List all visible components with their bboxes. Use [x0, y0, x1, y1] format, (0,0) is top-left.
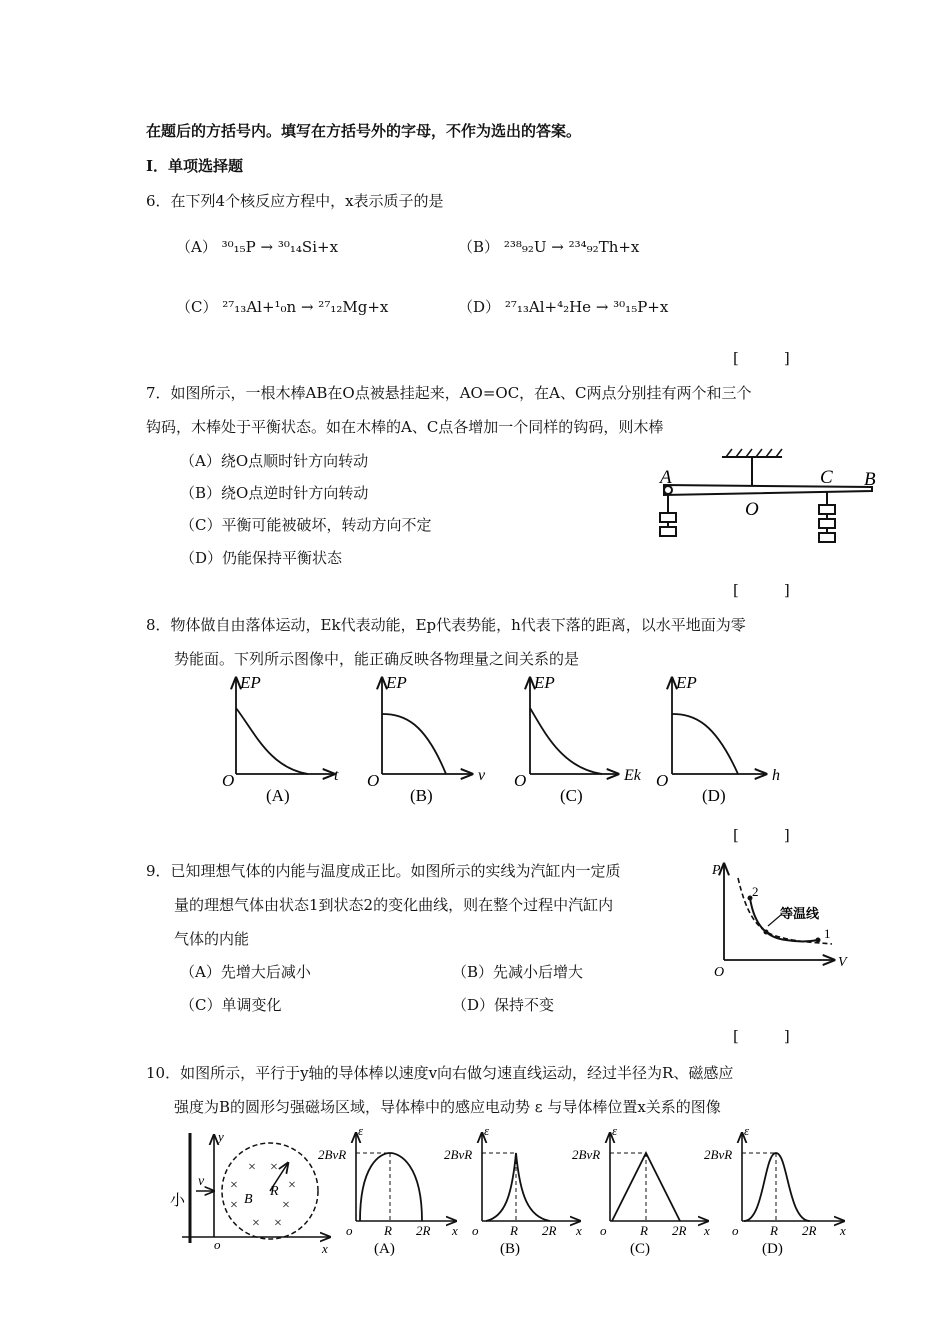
q10-v-label: v [198, 1174, 205, 1189]
svg-text:×: × [248, 1160, 256, 1175]
q10d-xlabel: x [840, 1223, 846, 1238]
q6-option-d[interactable] [458, 296, 668, 317]
q9-origin: O [714, 965, 725, 980]
q10-b-label: B [244, 1192, 253, 1207]
q9-answer-bracket[interactable]: [ ] [733, 1027, 790, 1045]
q7-option-d[interactable]: （D）仍能保持平衡状态 [180, 549, 343, 567]
q8a-label: (A) [266, 786, 290, 805]
q6-option-c[interactable] [176, 296, 388, 317]
q9-option-c[interactable]: （C）单调变化 [180, 996, 282, 1014]
q8d-ylabel: EP [676, 673, 697, 692]
q9-stem-line1: 9．已知理想气体的内能与温度成正比。如图所示的实线为汽缸内一定质 [146, 862, 621, 880]
q8-answer-bracket[interactable]: [ ] [733, 826, 790, 844]
q10-graph-d[interactable] [704, 1125, 846, 1257]
q8b-origin: O [367, 771, 380, 790]
q8b-ylabel: EP [386, 673, 407, 692]
q8-graph-d[interactable] [656, 673, 780, 805]
q7-lever-figure [650, 445, 885, 560]
q7-option-a[interactable]: （A）绕O点顺时针方向转动 [180, 452, 369, 470]
q10-graph-a[interactable] [318, 1125, 458, 1257]
q10-stem-line1: 10．如图所示，平行于y轴的导体棒以速度v向右做匀速直线运动，经过半径为R、磁感应 [146, 1064, 734, 1082]
q7-label-o: O [745, 499, 759, 520]
q8-graphs [210, 668, 810, 808]
q9-option-a[interactable]: （A）先增大后减小 [180, 963, 311, 981]
q7-stem-line1: 7．如图所示，一根木棒AB在O点被悬挂起来，AO=OC，在A、C两点分别挂有两个和三个 [146, 384, 752, 402]
q8d-xlabel: h [772, 767, 780, 784]
q8b-label: (B) [410, 786, 433, 805]
q6-option-d-label: （D） [458, 298, 501, 316]
q10c-origin: o [600, 1223, 607, 1238]
q7-label-a: A [660, 467, 672, 488]
q10b-origin: o [472, 1223, 479, 1238]
q9-stem-line2: 量的理想气体由状态1到状态2的变化曲线，则在整个过程中汽缸内 [174, 896, 614, 914]
q10d-r: R [770, 1223, 778, 1238]
q10b-ymax: 2BvR [444, 1147, 473, 1162]
q7-option-c[interactable]: （C）平衡可能被破坏，转动方向不定 [180, 516, 432, 534]
q8-stem-line2: 势能面。下列所示图像中，能正确反映各物理量之间关系的是 [174, 650, 580, 668]
q10a-ymax: 2BvR [318, 1147, 347, 1162]
svg-text:×: × [230, 1198, 238, 1213]
q10d-label: (D) [762, 1241, 783, 1257]
q10b-2r: 2R [542, 1223, 557, 1238]
svg-text:×: × [282, 1198, 290, 1213]
q8b-xlabel: v [478, 767, 486, 784]
svg-text:×: × [230, 1178, 238, 1193]
q6-answer-bracket[interactable]: [ ] [733, 349, 790, 367]
q8c-origin: O [514, 771, 527, 790]
q10d-ylabel: ε [744, 1125, 750, 1138]
q10a-label: (A) [374, 1241, 395, 1257]
intro-text: 在题后的方括号内。填写在方括号外的字母，不作为选出的答案。 [146, 122, 582, 140]
q10c-label: (C) [630, 1241, 650, 1257]
q9-state1: 1 [824, 926, 831, 941]
q10c-r: R [640, 1223, 648, 1238]
q8-graph-c[interactable] [514, 673, 642, 805]
q8-graph-b[interactable] [367, 673, 486, 805]
q8a-origin: O [222, 771, 235, 790]
q10a-ylabel: ε [358, 1125, 364, 1138]
q7-answer-bracket[interactable]: [ ] [733, 581, 790, 599]
q10-graph-c[interactable] [572, 1125, 710, 1257]
q10c-ymax: 2BvR [572, 1147, 601, 1162]
q6-option-d-eq: ²⁷₁₃Al+⁴₂He → ³⁰₁₅P+x [504, 298, 669, 316]
q6-option-c-eq: ²⁷₁₃Al+¹₀n → ²⁷₁₂Mg+x [222, 298, 389, 316]
q10b-xlabel: x [576, 1223, 582, 1238]
q6-option-a-eq: ³⁰₁₅P → ³⁰₁₄Si+x [221, 238, 339, 256]
svg-text:×: × [288, 1178, 296, 1193]
q6-option-b[interactable] [458, 236, 639, 257]
q9-xlabel: V [838, 955, 847, 970]
q10c-ylabel: ε [612, 1125, 618, 1138]
q9-ylabel: P [712, 863, 721, 878]
q8c-label: (C) [560, 786, 583, 805]
q10-figures [160, 1125, 860, 1265]
q10d-2r: 2R [802, 1223, 817, 1238]
q8c-ylabel: EP [534, 673, 555, 692]
q10b-ylabel: ε [484, 1125, 490, 1138]
q10-origin: o [214, 1237, 221, 1252]
q6-option-c-label: （C） [176, 298, 218, 316]
q10-r-label: R [270, 1184, 279, 1199]
q10a-2r: 2R [416, 1223, 431, 1238]
q9-state2: 2 [752, 884, 759, 899]
q7-stem-line2: 钩码，木棒处于平衡状态。如在木棒的A、C点各增加一个同样的钩码，则木棒 [146, 418, 664, 436]
q10-graph-b[interactable] [444, 1125, 582, 1257]
q8a-xlabel: t [334, 767, 339, 784]
svg-text:×: × [270, 1160, 278, 1175]
q8c-xlabel: Ek [624, 767, 641, 784]
q8d-label: (D) [702, 786, 726, 805]
q10b-label: (B) [500, 1241, 520, 1257]
q6-option-b-label: （B） [458, 238, 500, 256]
q10d-origin: o [732, 1223, 739, 1238]
q10a-origin: o [346, 1223, 353, 1238]
q8d-origin: O [656, 771, 669, 790]
q9-pv-figure [706, 852, 856, 982]
q10a-r: R [384, 1223, 392, 1238]
q10c-2r: 2R [672, 1223, 687, 1238]
q10a-xlabel: x [452, 1223, 458, 1238]
q8a-ylabel: EP [240, 673, 261, 692]
q9-option-d[interactable]: （D）保持不变 [452, 996, 555, 1014]
q10-side-char: 小 [170, 1193, 186, 1209]
q6-stem: 6．在下列4个核反应方程中，x表示质子的是 [146, 192, 444, 210]
q9-stem-line3: 气体的内能 [174, 930, 250, 948]
svg-text:×: × [252, 1216, 260, 1231]
q10b-r: R [510, 1223, 518, 1238]
q10d-ymax: 2BvR [704, 1147, 733, 1162]
q10-x-label: x [322, 1241, 328, 1256]
q8-graph-a[interactable] [222, 673, 339, 805]
q7-label-b: B [864, 469, 876, 490]
q8-stem-line1: 8．物体做自由落体运动，Ek代表动能，Ep代表势能，h代表下落的距离，以水平地面为零 [146, 616, 746, 634]
section-title: Ⅰ．单项选择题 [146, 157, 244, 175]
q10-y-label: y [218, 1129, 224, 1144]
q9-isotherm: 等温线 [780, 906, 820, 921]
q9-option-b[interactable]: （B）先减小后增大 [452, 963, 584, 981]
q6-option-b-eq: ²³⁸₉₂U → ²³⁴₉₂Th+x [503, 238, 640, 256]
q10-stem-line2: 强度为B的圆形匀强磁场区域，导体棒中的感应电动势 ε 与导体棒位置x关系的图像 [174, 1098, 721, 1116]
q6-option-a[interactable] [176, 236, 338, 257]
q7-option-b[interactable]: （B）绕O点逆时针方向转动 [180, 484, 369, 502]
q6-option-a-label: （A） [176, 238, 217, 256]
svg-text:×: × [274, 1216, 282, 1231]
q10c-xlabel: x [704, 1223, 710, 1238]
q7-label-c: C [820, 467, 833, 488]
q10-field-figure [170, 1129, 330, 1256]
